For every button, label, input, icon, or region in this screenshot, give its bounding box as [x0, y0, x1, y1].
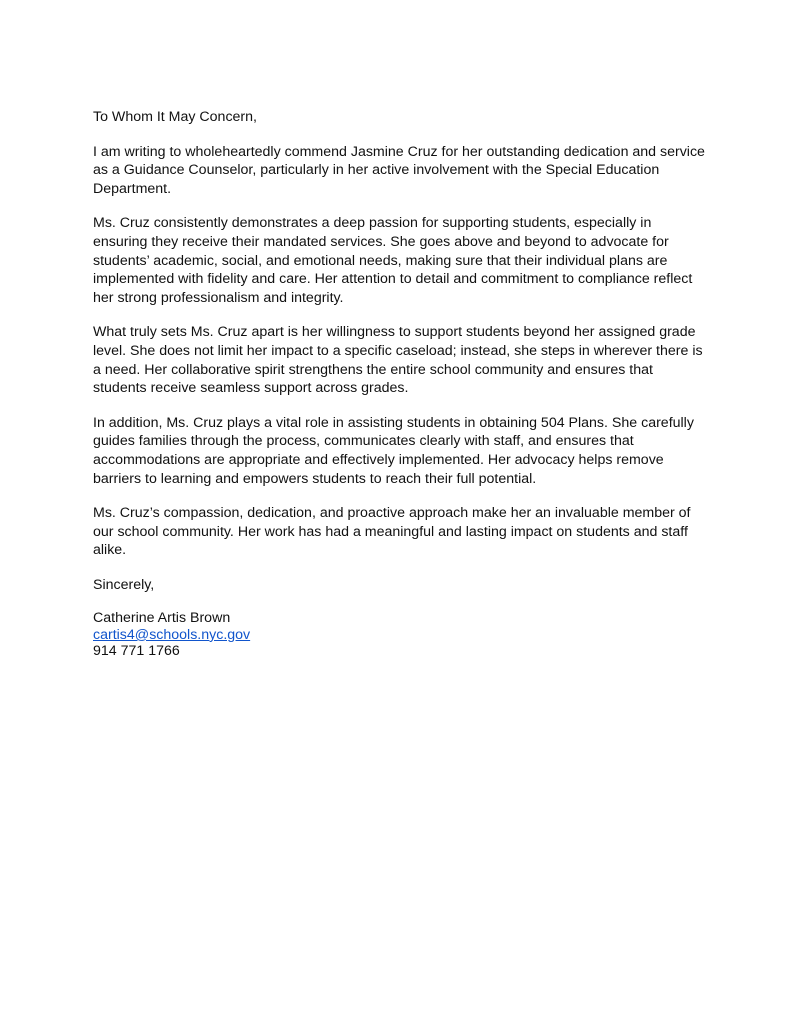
- letter-body: [93, 108, 705, 660]
- salutation: To Whom It May Concern,: [93, 109, 257, 125]
- paragraph-commendation: I am writing to wholeheartedly commend Jasmine Cruz for her outstanding dedication and service as a Guidance Counselor, particularly in her active involvement with the Special Education Department.: [93, 143, 705, 197]
- signer-name: Catherine Artis Brown: [93, 610, 231, 627]
- signature-block: [93, 610, 705, 660]
- paragraph-504-plans: In addition, Ms. Cruz plays a vital role in assisting students in obtaining 504 Plans. She carefully guides families through the process, communicates clearly with staff, and ensures that accommodations are appropriate and effectively implemented. Her advocacy helps remove barriers to learning and empowers students to reach their full potential.: [93, 414, 694, 487]
- signer-phone: 914 771 1766: [93, 643, 180, 660]
- signer-email-link[interactable]: cartis4@schools.nyc.gov: [93, 626, 251, 643]
- paragraph-beyond-grade: What truly sets Ms. Cruz apart is her willingness to support students beyond her assigned grade level. She does not limit her impact to a specific caseload; instead, she steps in wherever there is a need. Her collaborative spirit strengthens the entire school community and ensures that students receive seamless support across grades.: [93, 324, 703, 397]
- paragraph-passion: Ms. Cruz consistently demonstrates a deep passion for supporting students, especially in ensuring they receive their mandated services. She goes above and beyond to advocate for students’ academic, social, and emotional needs, making sure that their individual plans are implemented with fidelity and care. Her attention to detail and commitment to compliance reflect her strong professionalism and integrity.: [93, 215, 693, 306]
- closing: Sincerely,: [93, 576, 155, 593]
- paragraph-summary: Ms. Cruz’s compassion, dedication, and proactive approach make her an invaluable member of our school community. Her work has had a meaningful and lasting impact on students and staff alike.: [93, 505, 691, 559]
